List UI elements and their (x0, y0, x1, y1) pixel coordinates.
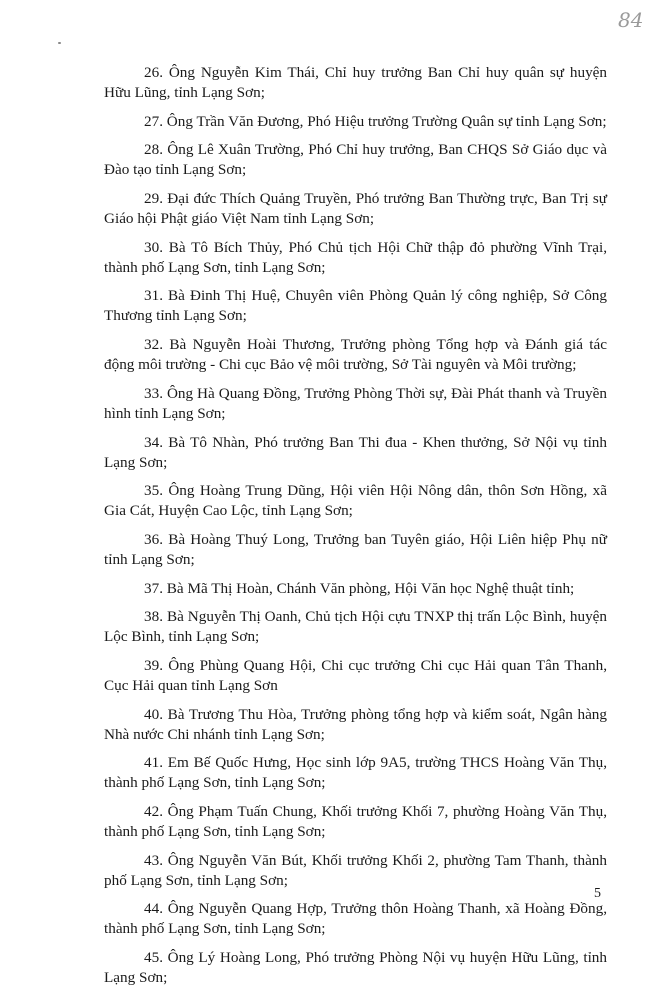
list-item: 44. Ông Nguyễn Quang Hợp, Trưởng thôn Hoàng Thanh, xã Hoàng Đồng, thành phố Lạng Sơn, tỉnh Lạng Sơn; (104, 900, 607, 938)
list-item: 30. Bà Tô Bích Thủy, Phó Chủ tịch Hội Chữ thập đỏ phường Vĩnh Trại, thành phố Lạng Sơn, tỉnh Lạng Sơn; (104, 238, 607, 276)
list-item: 32. Bà Nguyễn Hoài Thương, Trưởng phòng Tổng hợp và Đánh giá tác động môi trường - Chi cục Bảo vệ môi trường, Sở Tài nguyên và Môi trường; (104, 336, 607, 374)
list-item: 45. Ông Lý Hoàng Long, Phó trưởng Phòng Nội vụ huyện Hữu Lũng, tỉnh Lạng Sơn; (104, 949, 607, 987)
list-item: 41. Em Bế Quốc Hưng, Học sinh lớp 9A5, trường THCS Hoàng Văn Thụ, thành phố Lạng Sơn, tỉnh Lạng Sơn; (104, 754, 607, 792)
list-item: 34. Bà Tô Nhàn, Phó trưởng Ban Thi đua - Khen thưởng, Sở Nội vụ tỉnh Lạng Sơn; (104, 433, 607, 471)
list-item: 29. Đại đức Thích Quảng Truyền, Phó trưởng Ban Thường trực, Ban Trị sự Giáo hội Phật giáo Việt Nam tỉnh Lạng Sơn; (104, 190, 607, 228)
list-item: 38. Bà Nguyễn Thị Oanh, Chủ tịch Hội cựu TNXP thị trấn Lộc Bình, huyện Lộc Bình, tỉnh Lạng Sơn; (104, 608, 607, 646)
list-item: 40. Bà Trương Thu Hòa, Trưởng phòng tổng hợp và kiểm soát, Ngân hàng Nhà nước Chi nhánh tỉnh Lạng Sơn; (104, 705, 607, 743)
list-item: 26. Ông Nguyễn Kim Thái, Chỉ huy trưởng Ban Chỉ huy quân sự huyện Hữu Lũng, tỉnh Lạng Sơn; (104, 64, 607, 101)
list-item: 33. Ông Hà Quang Đồng, Trưởng Phòng Thời sự, Đài Phát thanh và Truyền hình tỉnh Lạng Sơn; (104, 384, 607, 422)
list-item: 31. Bà Đinh Thị Huệ, Chuyên viên Phòng Quản lý công nghiệp, Sở Công Thương tỉnh Lạng Sơn; (104, 287, 607, 325)
list-item: 35. Ông Hoàng Trung Dũng, Hội viên Hội Nông dân, thôn Sơn Hồng, xã Gia Cát, Huyện Cao Lộc, tỉnh Lạng Sơn; (104, 482, 607, 520)
list-item: 37. Bà Mã Thị Hoàn, Chánh Văn phòng, Hội Văn học Nghệ thuật tỉnh; (144, 579, 575, 597)
scan-speck (58, 42, 61, 44)
list-item: 39. Ông Phùng Quang Hội, Chi cục trưởng Chi cục Hải quan Tân Thanh, Cục Hải quan tỉnh Lạng Sơn (104, 656, 607, 694)
page-number: 5 (594, 886, 601, 901)
list-item: 36. Bà Hoàng Thuý Long, Trưởng ban Tuyên giáo, Hội Liên hiệp Phụ nữ tỉnh Lạng Sơn; (104, 530, 607, 568)
list-item: 43. Ông Nguyễn Văn Bút, Khối trưởng Khối 2, phường Tam Thanh, thành phố Lạng Sơn, tỉnh Lạng Sơn; (104, 851, 607, 889)
handwritten-page-mark: 84 (618, 8, 644, 32)
list-item: 42. Ông Phạm Tuấn Chung, Khối trưởng Khối 7, phường Hoàng Văn Thụ, thành phố Lạng Sơn, tỉnh Lạng Sơn; (104, 803, 607, 840)
nominee-list (104, 63, 607, 997)
list-item: 28. Ông Lê Xuân Trường, Phó Chỉ huy trưởng, Ban CHQS Sở Giáo dục và Đào tạo tỉnh Lạng Sơn; (104, 141, 607, 179)
list-item: 27. Ông Trần Văn Đương, Phó Hiệu trưởng Trường Quân sự tỉnh Lạng Sơn; (144, 112, 607, 130)
